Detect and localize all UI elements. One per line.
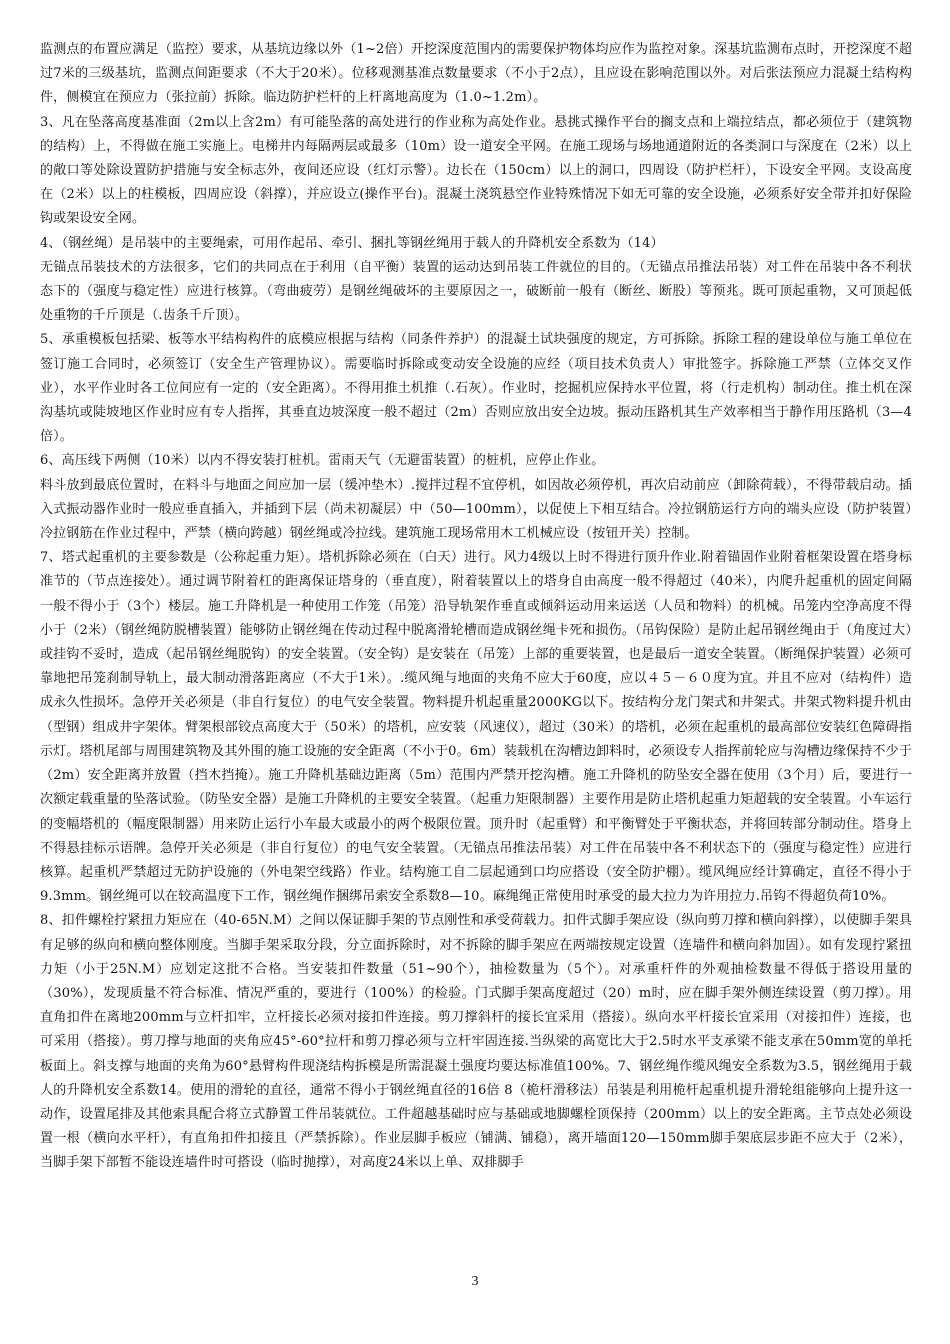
paragraph-item-3-working-at-height: 3、凡在坠落高度基准面（2m以上含2m）有可能坠落的高处进行的作业称为高处作业。悬挑式操作平台的搁支点和上端拉结点，都必须位于（建筑物的结构）上，不得做在施工实施上。电梯井内每隔两层或最多（10m）设一道安全平网。在施工现场与场地通道附近的各类洞口与深度在（2米）以上的敞口等处除设置防护措施与安全标志外，夜间还应设（红灯示警）。边长在（150cm）以上的洞口，四周设（防护栏杆），下设安全平网。支设高度在（2米）以上的柱模板，四周应设（斜撑），并应设立(操作平台)。混凝土浇筑悬空作业特殊情况下如无可靠的安全设施，必须系好安全带并扣好保险钩或架设安全网。 (40, 114, 912, 227)
page-number: 3 (471, 1274, 479, 1289)
paragraph-item-8-scaffold: 8、扣件螺栓拧紧扭力矩应在（40-65N.M）之间以保证脚手架的节点刚性和承受荷载力。扣件式脚手架应设（纵向剪刀撑和横向斜撑），以使脚手架具有足够的纵向和横向整体刚度。当脚手架采取分段，分立面拆除时，对不拆除的脚手架应在两端按规定设置（连墙件和横向斜加固）。如有发现拧紧扭力矩（小于25N.M）应划定这批不合格。当安装扣件数量（51~90个），抽检数量为（5个）。对承重杆件的外观抽检数量不得低于搭设用量的（30%），发现质量不符合标准、情况严重的，要进行（100%）的检验。门式脚手架高度超过（20）m时，应在脚手架外侧连续设置（剪刀撑）。用直角扣件在离地200mm与立杆扣牢，立杆接长必须对接扣件连接。剪刀撑斜杆的接长宜采用（搭接）。纵向水平杆接长宜采用（对接扣件）连接，也可采用（搭接）。剪刀撑与地面的夹角应45°-60°拉杆和剪刀撑必须与立杆牢固连接.当纵梁的高宽比大于2.5时水平支承梁不能支承在50mm宽的单托板面上。斜支撑与地面的夹角为60°悬臂构件现浇结构拆模是所需混凝土强度均要达标准值100%。7、钢丝绳作缆风绳安全系数为3.5，钢丝绳用于载人的升降机安全系数14。使用的滑轮的直径，通常不得小于钢丝绳直径的16倍 8（桅杆滑移法）吊装是利用桅杆起重机提升滑轮组能够向上提升这一动作，设置尾排及其他索具配合将立式静置工件吊装就位。工件超越基础时应与基础或地脚螺栓顶保持（200mm）以上的安全距离。主节点处必须设置一根（横向水平杆），有直角扣件扣接且（严禁拆除）。作业层脚手板应（铺满、铺稳），离开墙面120—150mm脚手架底层步距不应大于（2米），当脚手架下部暂不能设连墙件时可搭设（临时抛撑），对高度24米以上单、双排脚手 (40, 913, 912, 1171)
paragraph-item-6-pile-driver: 6、高压线下两侧（10米）以内不得安装打桩机。雷雨天气（无避雷装置）的桩机，应停止作业。 (40, 453, 605, 469)
paragraph-mixer-vibrator: 料斗放到最底位置时，在料斗与地面之间应加一层（缓冲垫木）.搅拌过程不宜停机，如因故必须停机，再次启动前应（卸除荷载），不得带载启动。插入式振动器作业时一般应垂直插入，并插到下层（尚未初凝层）中（50—100mm），以促使上下相互结合。冷拉钢筋运行方向的端头应设（防护装置）冷拉钢筋在作业过程中，严禁（横向跨越）钢丝绳或冷拉线。建筑施工现场常用木工机械应设（按钮开关）控制。 (40, 477, 912, 542)
paragraph-monitoring: 监测点的布置应满足（监控）要求，从基坑边缘以外（1~2倍）开挖深度范围内的需要保护物体均应作为监控对象。深基坑监测布点时，开挖深度不超过7米的三级基坑，监测点间距要求（不大于20米）。位移观测基准点数量要求（不小于2点），且应设在影响范围以外。对后张法预应力混凝土结构构件，侧模宜在预应力（张拉前）拆除。临边防护栏杆的上杆离地高度为（1.0~1.2m）。 (40, 42, 912, 106)
paragraph-anchorless-lifting: 无锚点吊装技术的方法很多，它们的共同点在于利用（自平衡）装置的运动达到吊装工件就位的目的。（无锚点吊推法吊装）对工件在吊装中各不利状态下的（强度与稳定性）应进行核算。（弯曲疲劳）是钢丝绳破坏的主要原因之一，破断前一般有（断丝、断股）等预兆。既可顶起重物，又可顶起低处重物的千斤顶是（.齿条千斤顶）。 (40, 259, 912, 324)
paragraph-item-5-formwork-demolition: 5、承重模板包括梁、板等水平结构构件的底模应根据与结构（同条件养护）的混凝土试块强度的规定，方可拆除。拆除工程的建设单位与施工单位在签订施工合同时，必须签订（安全生产管理协议）。需要临时拆除或变动安全设施的应经（项目技术负责人）审批签字。拆除施工严禁（立体交叉作业），水平作业时各工位间应有一定的（安全距离）。不得用推土机推（.石灰）。作业时，挖掘机应保持水平位置，将（行走机构）制动住。推土机在深沟基坑或陡坡地区作业时应有专人指挥，其垂直边坡深度一般不超过（2m）否则应放出安全边坡。振动压路机其生产效率相当于静作用压路机（3—4倍）。 (40, 332, 912, 445)
paragraph-item-4-wire-rope: 4、（钢丝绳）是吊装中的主要绳索，可用作起吊、牵引、捆扎等钢丝绳用于载人的升降机安全系数为（14） (40, 235, 664, 251)
document-body (40, 38, 912, 1176)
paragraph-item-7-tower-crane: 7、塔式起重机的主要参数是（公称起重力矩）。塔机拆除必须在（白天）进行。风力4级以上时不得进行顶升作业.附着锚固作业附着框架设置在塔身标准节的（节点连接处）。通过调节附着杠的距离保证塔身的（垂直度），附着装置以上的塔身自由高度一般不得超过（40米），内爬升起重机的固定间隔一般不得小于（3个）楼层。施工升降机是一种使用工作笼（吊笼）沿导轨架作垂直或倾斜运动用来运送（人员和物料）的机械。吊笼内空净高度不得小于（2米）（钢丝绳防脱槽装置）能够防止钢丝绳在传动过程中脱离滑轮槽而造成钢丝绳卡死和损伤。（吊钩保险）是防止起吊钢丝绳由于（角度过大）或挂钩不妥时，造成（起吊钢丝绳脱钩）的安全装置。（安全钩）是安装在（吊笼）上部的重要装置，也是最后一道安全装置。（断绳保护装置）必须可靠地把吊笼刹制导轨上，最大制动滑落距离应（不大于1米）。.缆风绳与地面的夹角不应大于60度，应以４５－６０度为宜。并且不应对（结构件）造成永久性损坏。急停开关必须是（非自行复位）的电气安全装置。物料提升机起重量2000KG以下。按结构分龙门架式和井架式。井架式物料提升机由（型钢）组成井字架体。臂架根部铰点高度大于（50米）的塔机，应安装（风速仪），超过（30米）的塔机，必须在起重机的最高部位安装红色障碍指示灯。塔机尾部与周围建筑物及其外围的施工设施的安全距离（不小于0。6m）装载机在沟槽边卸料时，必须设专人指挥前轮应与沟槽边缘保持不少于（2m）安全距离并放置（挡木挡掩）。施工升降机基础边距离（5m）范围内严禁开挖沟槽。施工升降机的防坠安全器在使用（3个月）后，要进行一次额定载重量的坠落试验。（防坠安全器）是施工升降机的主要安全装置。（起重力矩限制器）主要作用是防止塔机起重力矩超载的安全装置。小车运行的变幅塔机的（幅度限制器）用来防止运行小车最大或最小的两个极限位置。顶升时（起重臂）和平衡臂处于平衡状态，并将回转部分制动住。塔身上不得悬挂标示语牌。急停开关必须是（非自行复位）的电气安全装置。（无锚点吊推法吊装）对工件在吊装中各不利状态下的（强度与稳定性）应进行核算。起重机严禁超过无防护设施的（外电架空线路）作业。结构施工自二层起通到口均应搭设（安全防护棚）。缆风绳应经计算确定，直径不得小于9.3mm。钢丝绳可以在较高温度下工作，钢丝绳作捆绑吊索安全系数8—10。麻绳绳正常使用时承受的最大拉力为许用拉力.吊钩不得超负荷10%。 (40, 550, 912, 905)
